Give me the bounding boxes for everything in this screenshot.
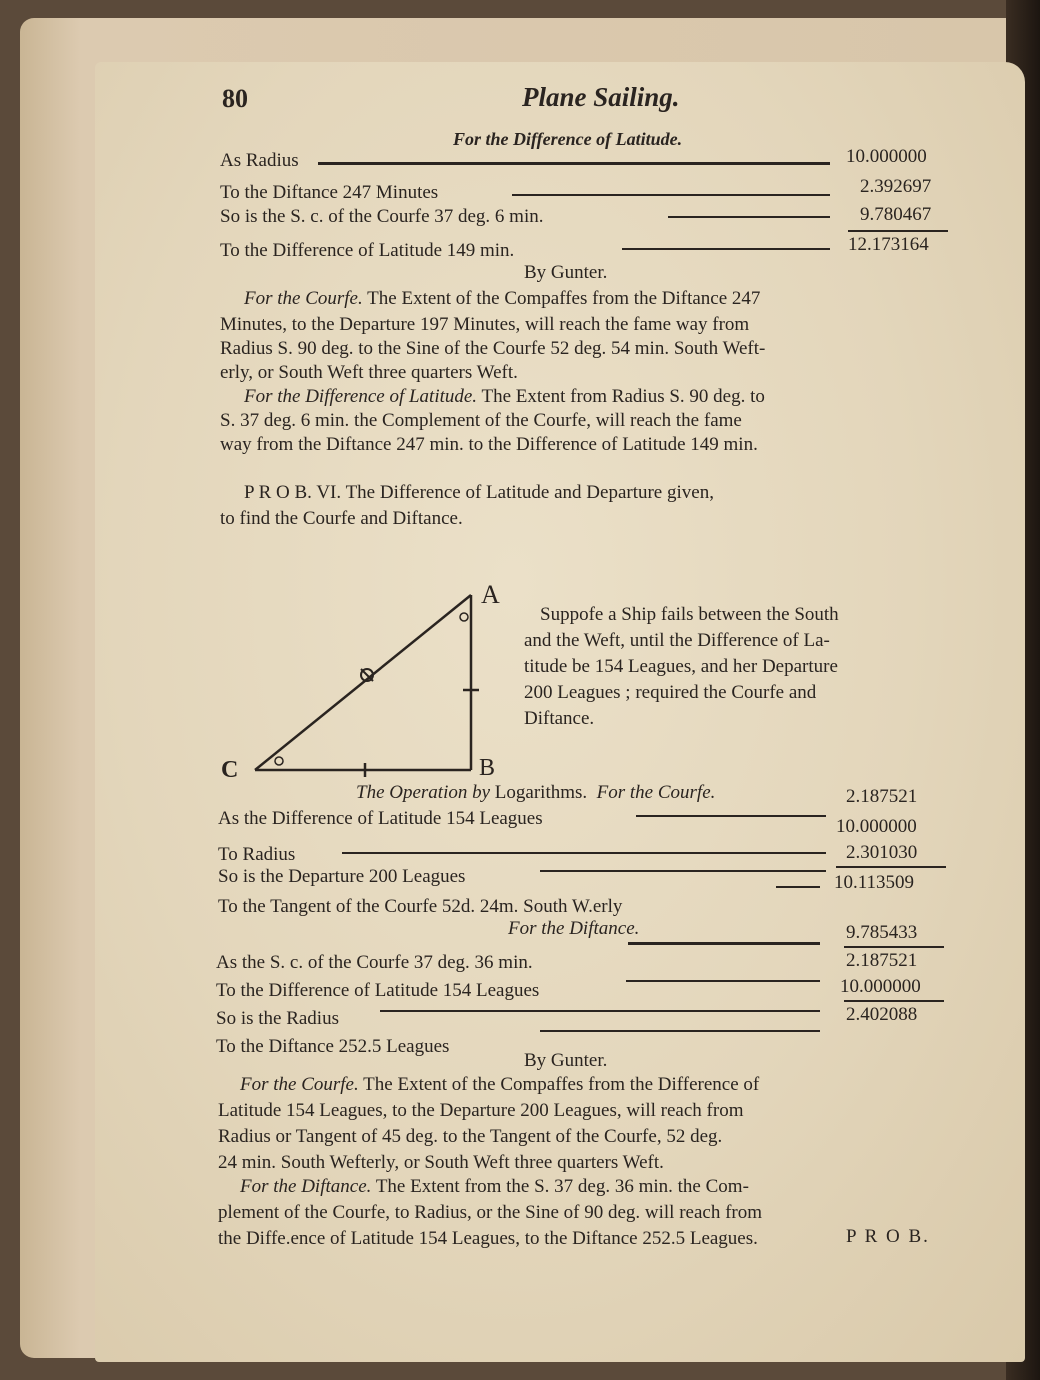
distance-row-4-label: To the Diftance 252.5 Leagues — [216, 1036, 450, 1057]
gunter-course-2-line-1: For the Courfe. The Extent of the Compaffes from the Difference of — [240, 1074, 760, 1095]
gunter-course-2-line-4: 24 min. South Wefterly, or South Weft three quarters Weft. — [218, 1152, 664, 1173]
angle-c-mark — [275, 757, 283, 765]
course-row-2-label: To Radius — [218, 844, 296, 865]
lat-row-3-label: So is the S. c. of the Courfe 37 deg. 6 min. — [220, 206, 544, 227]
distance-row-4-leader — [540, 1030, 820, 1032]
course-row-4-label: To the Tangent of the Courfe 52d. 24m. South W.erly — [218, 896, 623, 917]
lat-row-4-label: To the Difference of Latitude 149 min. — [220, 240, 515, 261]
gunter-latitude-1-line-3: way from the Diftance 247 min. to the Difference of Latitude 149 min. — [220, 434, 758, 455]
course-row-2-value: 10.000000 — [836, 816, 917, 837]
gunter-course-1-line-1: For the Courfe. The Extent of the Compaffes from the Diftance 247 — [244, 288, 761, 309]
lat-row-3-value: 9.780467 — [860, 204, 932, 225]
distance-row-2-value: 2.187521 — [846, 950, 918, 971]
gunter-distance-2-line-3: the Diffe.ence of Latitude 154 Leagues, to the Diftance 252.5 Leagues. — [218, 1228, 758, 1249]
distance-row-3-leader — [380, 1010, 820, 1012]
problem-heading-line-1: P R O B. VI. The Difference of Latitude and Departure given, — [244, 482, 714, 503]
distance-row-1-value: 9.785433 — [846, 922, 918, 943]
course-row-4-leader — [776, 886, 820, 888]
operation-title: The Operation by Logarithms. For the Courfe. — [356, 782, 716, 803]
lat-row-2-leader — [512, 194, 830, 196]
gunter-course-1-line-2: Minutes, to the Departure 197 Minutes, will reach the fame way from — [220, 314, 750, 335]
lat-row-2-label: To the Diftance 247 Minutes — [220, 182, 439, 203]
distance-row-2-leader — [626, 980, 820, 982]
lat-row-4-value: 12.173164 — [848, 234, 929, 255]
suppose-line-4: 200 Leagues ; required the Courfe and — [524, 682, 817, 703]
gunter-course-1-line-3: Radius S. 90 deg. to the Sine of the Courfe 52 deg. 54 min. South Weft- — [220, 338, 766, 359]
angle-a-mark — [460, 613, 468, 621]
label-c: C — [221, 757, 239, 783]
distance-top-rule — [844, 946, 944, 948]
running-title: Plane Sailing. — [522, 82, 680, 112]
course-row-3-value: 2.301030 — [846, 842, 918, 863]
distance-sum-rule — [844, 1000, 944, 1002]
distance-row-1-leader — [628, 942, 820, 945]
lat-row-3-leader — [668, 216, 830, 218]
course-row-3-label: So is the Departure 200 Leagues — [218, 866, 466, 887]
page-number: 80 — [222, 84, 248, 113]
gunter-latitude-1-line-1: For the Difference of Latitude. The Extent from Radius S. 90 deg. to — [244, 386, 765, 407]
problem-heading-line-2: to find the Courfe and Diftance. — [220, 508, 463, 529]
lat-sum-rule — [848, 230, 948, 232]
distance-row-3-value: 10.000000 — [840, 976, 921, 997]
course-row-2-leader — [342, 852, 826, 854]
course-row-3-leader — [540, 870, 826, 872]
gunter-course-1-line-4: erly, or South Weft three quarters Weft. — [220, 362, 518, 383]
suppose-line-2: and the Weft, until the Difference of La- — [524, 630, 830, 651]
distance-row-1-label: As the S. c. of the Courfe 37 deg. 36 min. — [216, 952, 533, 973]
lat-row-1-label: As Radius — [220, 150, 299, 171]
gunter-course-2-line-3: Radius or Tangent of 45 deg. to the Tangent of the Courfe, 52 deg. — [218, 1126, 723, 1147]
course-row-1-label: As the Difference of Latitude 154 Leagues — [218, 808, 543, 829]
hypotenuse-line — [255, 595, 471, 770]
suppose-line-5: Diftance. — [524, 708, 595, 729]
label-b: B — [479, 755, 496, 781]
gunter-distance-2-line-1: For the Diftance. The Extent from the S. 37 deg. 36 min. the Com- — [240, 1176, 749, 1197]
lat-row-2-value: 2.392697 — [860, 176, 932, 197]
suppose-line-3: titude be 154 Leagues, and her Departure — [524, 656, 838, 677]
suppose-line-1: Suppofe a Ship fails between the South — [540, 604, 839, 625]
course-sum-rule — [836, 866, 946, 868]
by-gunter-2: By Gunter. — [524, 1050, 608, 1071]
catchword: P R O B. — [846, 1226, 930, 1247]
course-row-1-leader — [636, 815, 826, 817]
gunter-course-2-line-2: Latitude 154 Leagues, to the Departure 200 Leagues, will reach from — [218, 1100, 744, 1121]
distance-row-2-label: To the Difference of Latitude 154 Leagues — [216, 980, 540, 1001]
latitude-block-title: For the Difference of Latitude. — [453, 129, 683, 149]
gunter-distance-2-line-2: plement of the Courfe, to Radius, or the Sine of 90 deg. will reach from — [218, 1202, 763, 1223]
triangle-diagram — [215, 575, 515, 790]
distance-row-4-value: 2.402088 — [846, 1004, 918, 1025]
label-a: A — [481, 580, 500, 609]
course-row-4-value: 10.113509 — [834, 872, 915, 893]
lat-row-1-leader — [318, 162, 830, 165]
distance-title: For the Diftance. — [508, 918, 640, 939]
lat-row-4-leader — [622, 248, 830, 250]
gunter-latitude-1-line-2: S. 37 deg. 6 min. the Complement of the Courfe, will reach the fame — [220, 410, 742, 431]
by-gunter-1: By Gunter. — [524, 262, 608, 283]
lat-row-1-value: 10.000000 — [846, 146, 927, 167]
course-row-1-value: 2.187521 — [846, 786, 918, 807]
distance-row-3-label: So is the Radius — [216, 1008, 339, 1029]
